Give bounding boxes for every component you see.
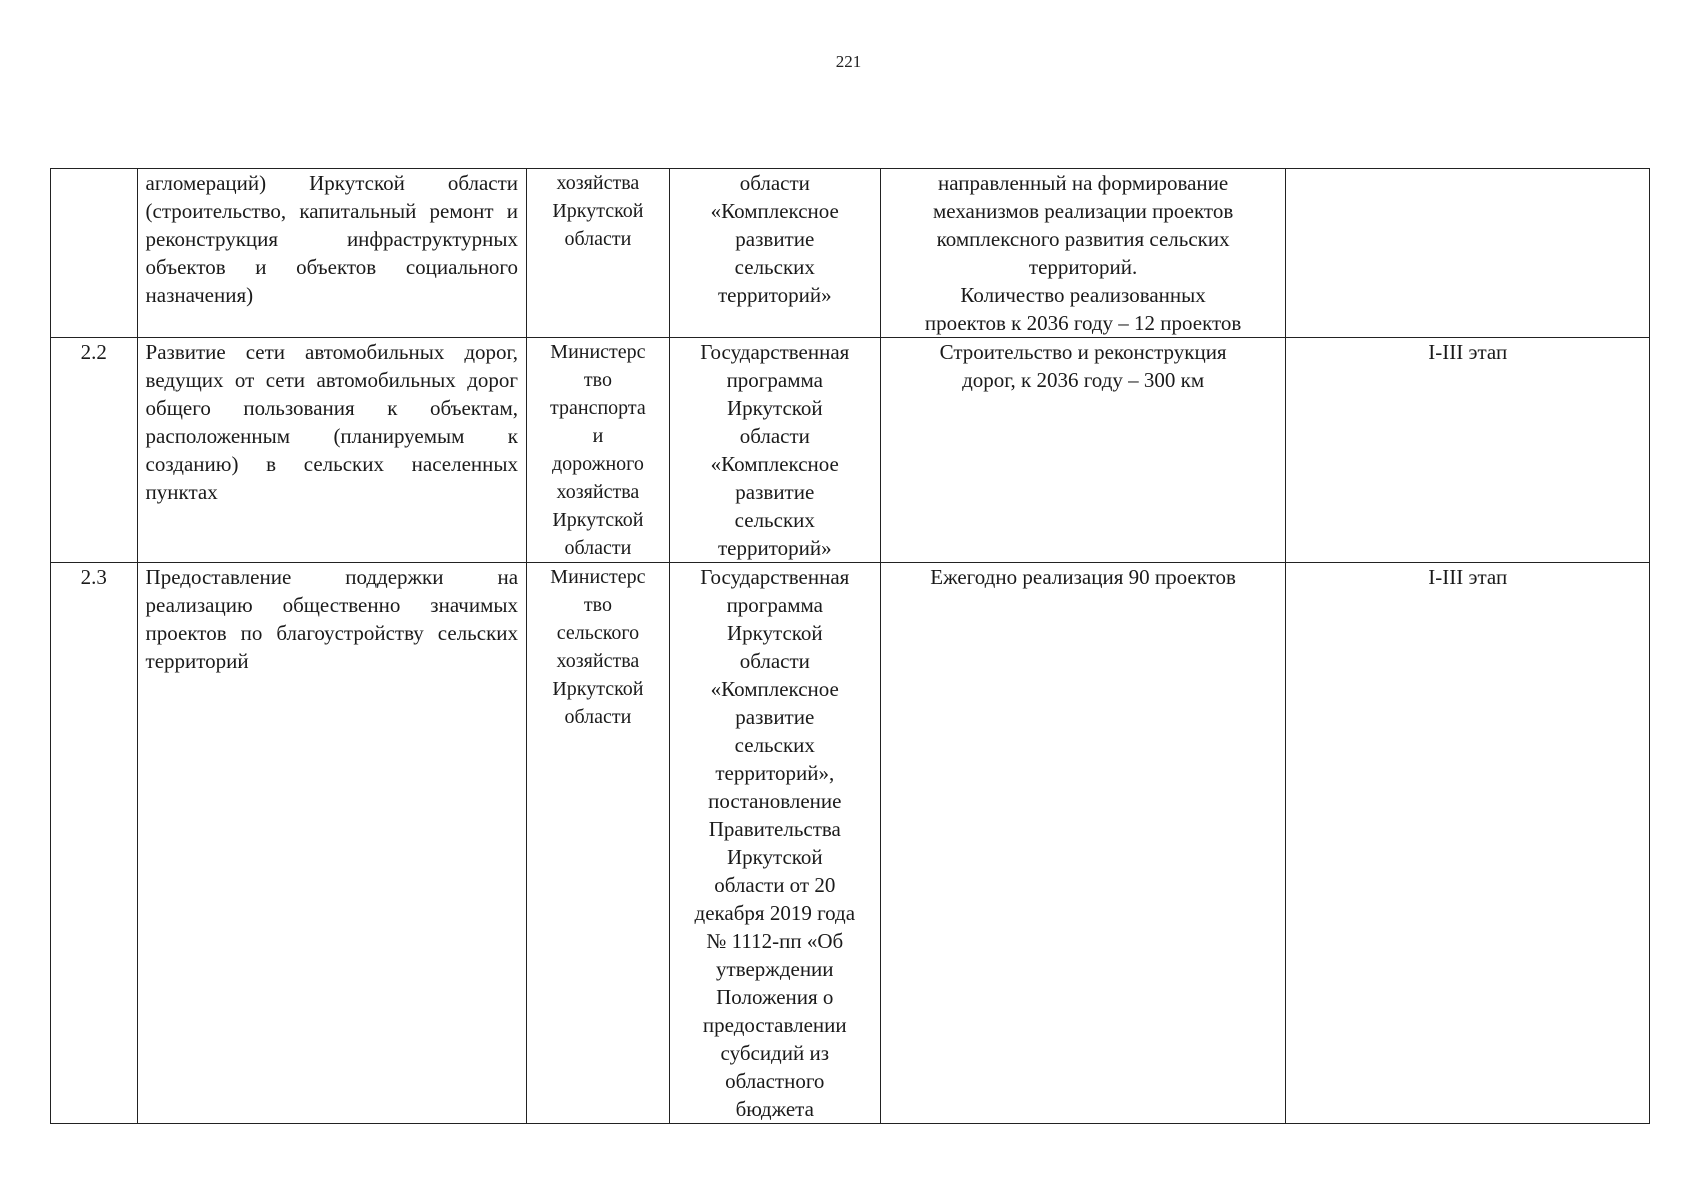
result-cell	[880, 563, 1286, 1124]
stage-cell: I-III этап	[1286, 338, 1650, 563]
cell-line: Иркутской	[552, 509, 644, 531]
measure-cell: Предоставление поддержки на реализацию общественно значимых проектов по благоустройству сельских территорий	[137, 563, 526, 1124]
cell-line: области	[564, 706, 632, 728]
cell-line: развитие	[735, 705, 815, 729]
stage-cell	[1286, 169, 1650, 338]
cell-line: развитие	[735, 480, 815, 504]
result-cell	[880, 338, 1286, 563]
cell-line: хозяйства	[556, 172, 640, 194]
cell-line: Положения о	[716, 985, 834, 1009]
cell-line: Государственная	[700, 565, 850, 589]
responsible-cell	[527, 563, 670, 1124]
cell-line: развитие	[735, 227, 815, 251]
cell-line: сельских	[734, 733, 815, 757]
table-row	[51, 563, 1650, 1124]
cell-line: субсидий из	[720, 1041, 830, 1065]
cell-line: области	[564, 228, 632, 250]
cell-line: механизмов реализации проектов	[932, 199, 1234, 223]
cell-line: области	[739, 171, 810, 195]
cell-line: Правительства	[708, 817, 841, 841]
cell-line: комплексного развития сельских	[936, 227, 1230, 251]
cell-line: транспорта	[550, 397, 646, 419]
cell-line: программа	[726, 368, 823, 392]
cell-line: сельских	[734, 255, 815, 279]
cell-line: области от 20	[714, 873, 836, 897]
program-cell	[669, 563, 880, 1124]
cell-line: хозяйства	[556, 650, 640, 672]
cell-line: области	[564, 537, 632, 559]
page-number: 221	[835, 52, 862, 71]
program-cell	[669, 169, 880, 338]
cell-line: Иркутской	[726, 845, 823, 869]
cell-line: «Комплексное	[710, 199, 839, 223]
cell-line: территорий.	[1028, 255, 1138, 279]
cell-line: хозяйства	[556, 481, 640, 503]
cell-line: программа	[726, 593, 823, 617]
cell-line: территорий»	[717, 536, 832, 560]
row-number	[51, 169, 138, 338]
cell-line: Иркутской	[726, 396, 823, 420]
cell-line: Министерс	[550, 341, 646, 363]
cell-line: Иркутской	[552, 200, 644, 222]
cell-line: сельского	[556, 622, 640, 644]
cell-line: Количество реализованных	[960, 283, 1206, 307]
table-row	[51, 169, 1650, 338]
cell-line: Иркутской	[552, 678, 644, 700]
cell-line: области	[739, 649, 810, 673]
cell-line: утверждении	[716, 957, 834, 981]
cell-line: Строительство и реконструкция	[939, 340, 1227, 364]
responsible-cell	[527, 338, 670, 563]
table-row	[51, 338, 1650, 563]
cell-line: декабря 2019 года	[694, 901, 856, 925]
responsible-cell	[527, 169, 670, 338]
cell-line: «Комплексное	[710, 677, 839, 701]
cell-line: Иркутской	[726, 621, 823, 645]
cell-line: проектов к 2036 году – 12 проектов	[924, 311, 1242, 335]
measure-cell: Развитие сети автомобильных дорог, ведущих от сети автомобильных дорог общего пользования к объектам, расположенным (планируемым к созданию) в сельских населенных пунктах	[137, 338, 526, 563]
cell-line: территорий»,	[715, 761, 835, 785]
measure-cell: агломераций) Иркутской области (строительство, капитальный ремонт и реконструкция инфраструктурных объектов и объектов социального назначения)	[137, 169, 526, 338]
cell-line: области	[739, 424, 810, 448]
cell-line: Ежегодно реализация 90 проектов	[930, 565, 1236, 589]
stage-cell: I-III этап	[1286, 563, 1650, 1124]
cell-line: предоставлении	[702, 1013, 847, 1037]
cell-line: № 1112-пп «Об	[706, 929, 844, 953]
cell-line: дорожного	[551, 453, 644, 475]
cell-line: бюджета	[735, 1097, 814, 1121]
cell-line: «Комплексное	[710, 452, 839, 476]
program-cell	[669, 338, 880, 563]
measures-table	[50, 168, 1650, 1124]
row-number: 2.3	[51, 563, 138, 1124]
cell-line: Министерс	[550, 566, 646, 588]
cell-line: сельских	[734, 508, 815, 532]
cell-line: направленный на формирование	[937, 171, 1229, 195]
row-number: 2.2	[51, 338, 138, 563]
cell-line: территорий»	[717, 283, 832, 307]
cell-line: и	[592, 425, 604, 447]
cell-line: постановление	[708, 789, 842, 813]
cell-line: Государственная	[700, 340, 850, 364]
cell-line: тво	[583, 369, 612, 391]
cell-line: областного	[725, 1069, 825, 1093]
result-cell	[880, 169, 1286, 338]
cell-line: дорог, к 2036 году – 300 км	[962, 368, 1205, 392]
cell-line: тво	[583, 594, 612, 616]
